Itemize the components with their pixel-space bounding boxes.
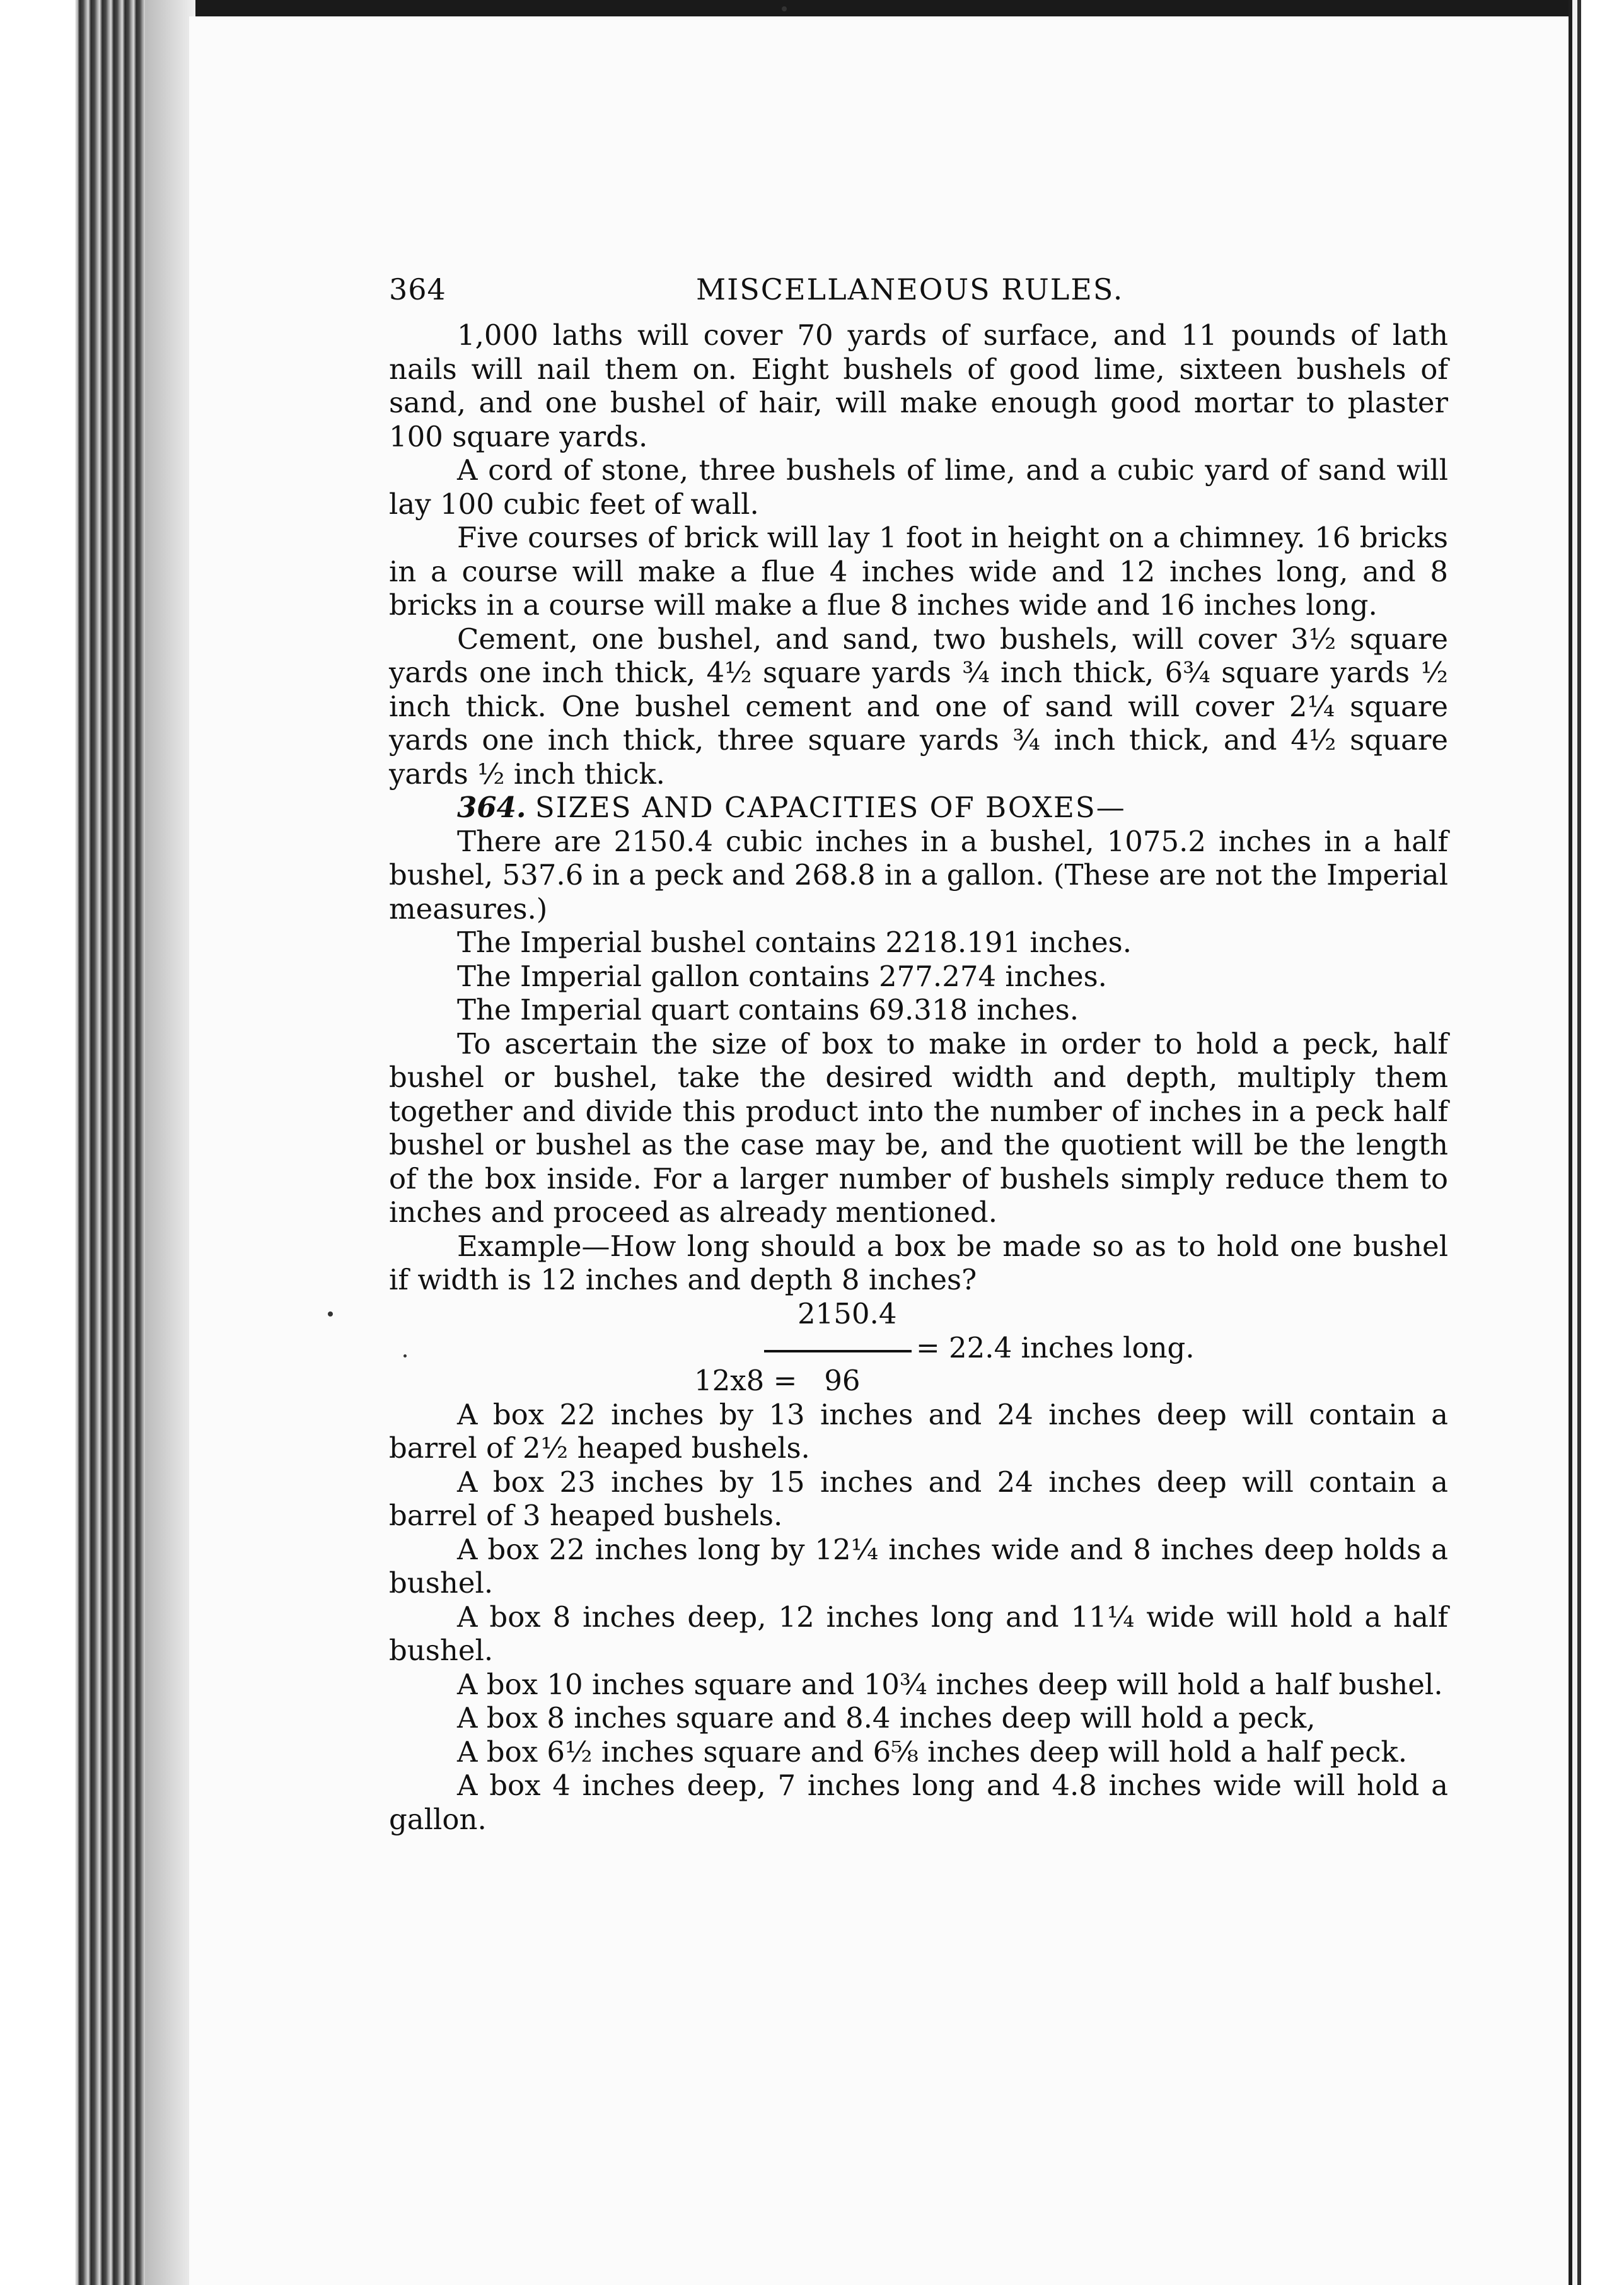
paragraph-box-half-bushel-b: A box 10 inches square and 10¾ inches deep will hold a half bushel. bbox=[457, 1667, 1443, 1701]
scan-speck bbox=[328, 1311, 333, 1317]
running-title: MISCELLANEOUS RULES. bbox=[696, 272, 1124, 306]
paragraph-box-peck: A box 8 inches square and 8.4 inches deep will hold a peck, bbox=[457, 1701, 1316, 1735]
paragraph-box-barrel-2-5: A box 22 inches by 13 inches and 24 inches deep will contain a barrel of 2½ heaped bushels. bbox=[389, 1397, 1448, 1465]
paragraph-stone: A cord of stone, three bushels of lime, and a cubic yard of sand will lay 100 cubic feet of wall. bbox=[389, 453, 1448, 521]
gutter-shadow bbox=[145, 0, 195, 2285]
paragraph-imperial-bushel: The Imperial bushel contains 2218.191 inches. bbox=[457, 926, 1132, 959]
paragraph-bushel-inches: There are 2150.4 cubic inches in a bushel, 1075.2 inches in a half bushel, 537.6 in a peck and 268.8 in a gallon. (These are not the Imperial measures.) bbox=[389, 824, 1448, 926]
book-right-edge bbox=[1569, 0, 1624, 2285]
paragraph-method: To ascertain the size of box to make in order to hold a peck, half bushel or bushel, take the desired width and depth, multiply them together and divide this product into the number of inches in a peck half bushel or bushel as the case may be, and the quotient will be the length of the box inside. For a larger number of bushels simply reduce them to inches and proceed as already mentioned. bbox=[389, 1026, 1448, 1229]
page-body bbox=[389, 318, 1448, 1836]
fraction-bar bbox=[764, 1350, 912, 1352]
paragraph-imperial-quart: The Imperial quart contains 69.318 inches. bbox=[457, 993, 1079, 1026]
paragraph-box-half-peck: A box 6½ inches square and 6⅝ inches deep will hold a half peck. bbox=[457, 1735, 1407, 1769]
calculation-result: = 22.4 inches long. bbox=[916, 1330, 1195, 1364]
example-calculation bbox=[389, 1297, 1448, 1398]
paragraph-cement: Cement, one bushel, and sand, two bushels, will cover 3½ square yards one inch thick, 4½ square yards ¾ inch thick, 6¾ square yards ½ inch thick. One bushel cement and one of sand will cover 2¼ square yards one inch thick, three square yards ¾ inch thick, and 4½ square yards ½ inch thick. bbox=[389, 622, 1448, 791]
paragraph-brick: Five courses of brick will lay 1 foot in height on a chimney. 16 bricks in a course will make a flue 4 inches wide and 12 inches long, and 8 bricks in a course will make a flue 8 inches wide and 16 inches long. bbox=[389, 521, 1448, 622]
paragraph-box-gallon: A box 4 inches deep, 7 inches long and 4.8 inches wide will hold a gallon. bbox=[389, 1769, 1448, 1836]
scan-left-margin bbox=[0, 0, 76, 2285]
scan-speck bbox=[782, 6, 787, 11]
paragraph-box-barrel-3: A box 23 inches by 15 inches and 24 inches deep will contain a barrel of 3 heaped bushels. bbox=[389, 1465, 1448, 1532]
paragraph-laths: 1,000 laths will cover 70 yards of surface, and 11 pounds of lath nails will nail them on. Eight bushels of good lime, sixteen bushels of sand, and one bushel of hair, will make enough good mortar to plaster 100 square yards. bbox=[389, 318, 1448, 453]
paragraph-example: Example—How long should a box be made so as to hold one bushel if width is 12 inches and depth 8 inches? bbox=[389, 1229, 1448, 1296]
scan-top-border bbox=[0, 0, 1624, 16]
paragraph-box-bushel: A box 22 inches long by 12¼ inches wide and 8 inches deep holds a bushel. bbox=[389, 1532, 1448, 1600]
paragraph-imperial-gallon: The Imperial gallon contains 277.274 inches. bbox=[457, 959, 1107, 993]
section-title: SIZES AND CAPACITIES OF BOXES— bbox=[535, 791, 1126, 824]
paragraph-box-half-bushel-a: A box 8 inches deep, 12 inches long and 11¼ wide will hold a half bushel. bbox=[389, 1600, 1448, 1667]
calculation-denominator: 12x8 = 96 bbox=[694, 1363, 861, 1397]
section-number: 364. bbox=[457, 791, 526, 824]
calculation-numerator: 2150.4 bbox=[798, 1296, 897, 1330]
page-header bbox=[389, 272, 1448, 317]
section-heading bbox=[389, 791, 1448, 825]
page-number: 364 bbox=[389, 272, 446, 306]
